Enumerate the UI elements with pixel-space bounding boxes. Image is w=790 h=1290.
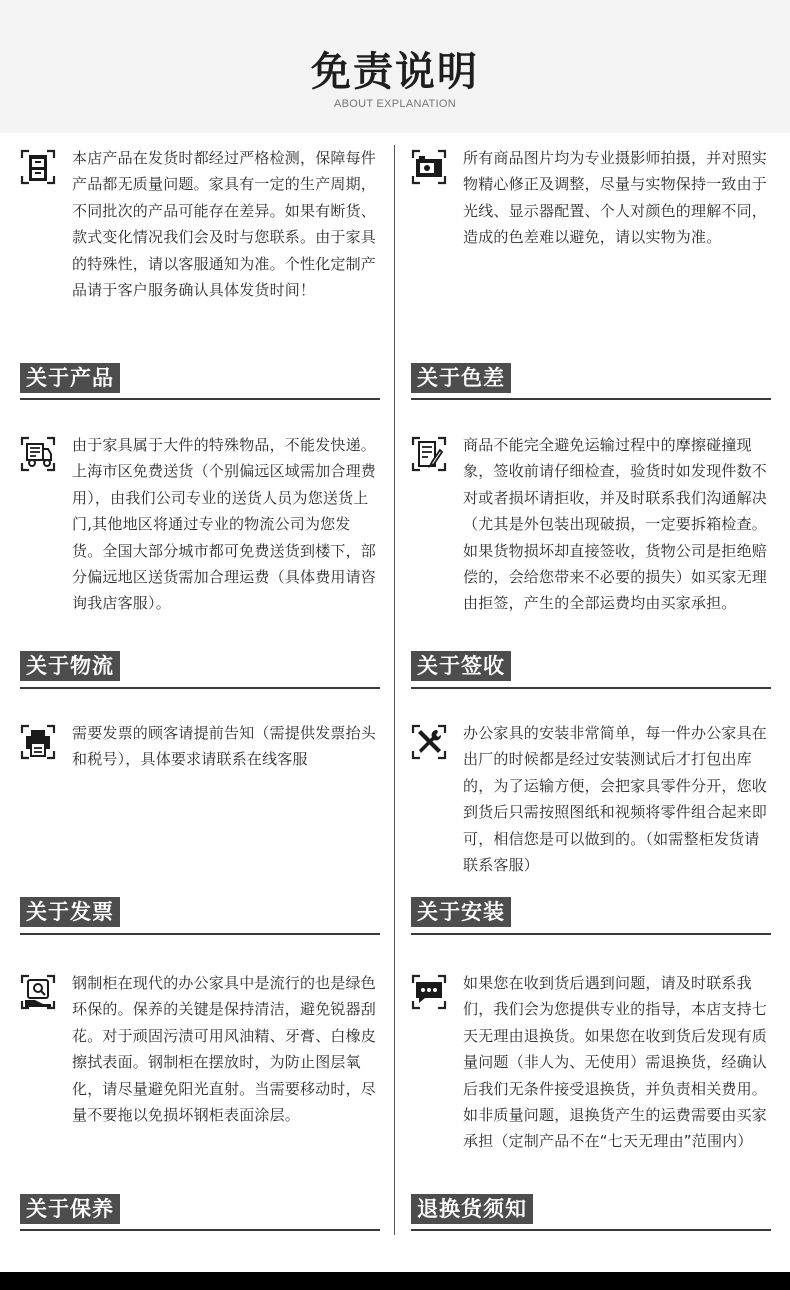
signing-description: 商品不能完全避免运输过程中的摩擦碰撞现象，签收前请仔细检查，验货时如发现件数不对或者损坏请拒收，并及时联系我们沟通解决（尤其是外包装出现破损，一定要拆箱检查。如果货物损坏却直接签收，货物公司是拒绝赔偿的，会给您带来不必要的损失）如买家无理由拒签，产生的全部运费均由买家承担。	[463, 436, 768, 613]
section-product-text	[20, 145, 380, 395]
section-rule	[20, 398, 380, 400]
section-label-install: 关于安装	[411, 897, 511, 927]
product-description: 本店产品在发货时都经过严格检测，保障每件产品都无质量问题。家具有一定的生产周期，不同批次的产品可能存在差异。如果有断货、款式变化情况我们会及时与您联系。由于家具的特殊性，请以客服通知为准。个性化定制产品请于客户服务确认具体发货时间！	[72, 149, 377, 300]
section-rule	[411, 687, 771, 689]
printer-icon	[20, 724, 56, 760]
section-signing-text	[411, 432, 771, 647]
install-description: 办公家具的安装非常简单，每一件办公家具在出厂的时候都是经过安装测试后才打包出库的，为了运输方便，会把家具零件分开，您收到货后只需按照图纸和视频将零件组合起来即可，相信您是可以做到的。（如需整柜发货请联系客服）	[463, 724, 768, 875]
section-label-invoice: 关于发票	[20, 897, 120, 927]
section-rule	[411, 933, 771, 935]
section-returns-text	[411, 970, 771, 1185]
page-title: 免责说明	[311, 49, 479, 95]
section-label-color: 关于色差	[411, 363, 511, 393]
cleaning-hand-icon	[20, 974, 56, 1010]
section-label-logistics: 关于物流	[20, 651, 120, 681]
maintenance-description: 钢制柜在现代的办公家具中是流行的也是绿色环保的。保养的关键是保持清洁，避免锐器刮花。对于顽固污渍可用风油精、牙膏、白橡皮擦拭表面。钢制柜在摆放时，为防止图层氧化，请尽量避免阳光直射。当需要移动时，尽量不要拖以免损坏钢柜表面涂层。	[72, 974, 377, 1125]
section-label-returns: 退换货须知	[411, 1194, 533, 1224]
section-color-text	[411, 145, 771, 345]
page-header	[0, 0, 790, 133]
section-label-signing: 关于签收	[411, 651, 511, 681]
truck-icon	[20, 436, 56, 472]
section-maintenance-text	[20, 970, 380, 1170]
section-rule	[20, 933, 380, 935]
chat-bubble-icon	[411, 974, 447, 1010]
section-rule	[411, 1229, 771, 1231]
returns-description: 如果您在收到货后遇到问题，请及时联系我们，我们会为您提供专业的指导，本店支持七天无理由退换货。如果您在收到货后发现有质量问题（非人为、无使用）需退换货，经确认后我们无条件接受退换货，并负责相关费用。如非质量问题，退换货产生的运费需要由买家承担（定制产品不在“七天无理由”范围内）	[463, 974, 768, 1151]
tools-icon	[411, 724, 447, 760]
section-rule	[20, 687, 380, 689]
color-description: 所有商品图片均为专业摄影师拍摄，并对照实物精心修正及调整，尽量与实物保持一致由于光线、显示器配置、个人对颜色的理解不同，造成的色差难以避免，请以实物为准。	[463, 149, 768, 247]
footer-bar	[0, 1272, 790, 1290]
logistics-description: 由于家具属于大件的特殊物品，不能发快递。上海市区免费送货（个别偏远区域需加合理费用），由我们公司专业的送货人员为您送货上门,其他地区将通过专业的物流公司为您发货。全国大部分城市都可免费送货到楼下，部分偏远地区送货需加合理运费（具体费用请咨询我店客服）。	[72, 436, 377, 613]
page-subtitle: ABOUT EXPLANATION	[333, 98, 457, 110]
cabinet-icon	[20, 149, 56, 185]
section-rule	[20, 1229, 380, 1231]
document-edit-icon	[411, 436, 447, 472]
invoice-description: 需要发票的顾客请提前告知（需提供发票抬头和税号），具体要求请联系在线客服	[72, 724, 377, 769]
section-invoice-text	[20, 720, 380, 880]
section-rule	[411, 398, 771, 400]
section-install-text	[411, 720, 771, 890]
camera-icon	[411, 149, 447, 185]
column-divider	[394, 145, 395, 1235]
section-label-maintenance: 关于保养	[20, 1194, 120, 1224]
section-logistics-text	[20, 432, 380, 632]
section-label-product: 关于产品	[20, 363, 120, 393]
